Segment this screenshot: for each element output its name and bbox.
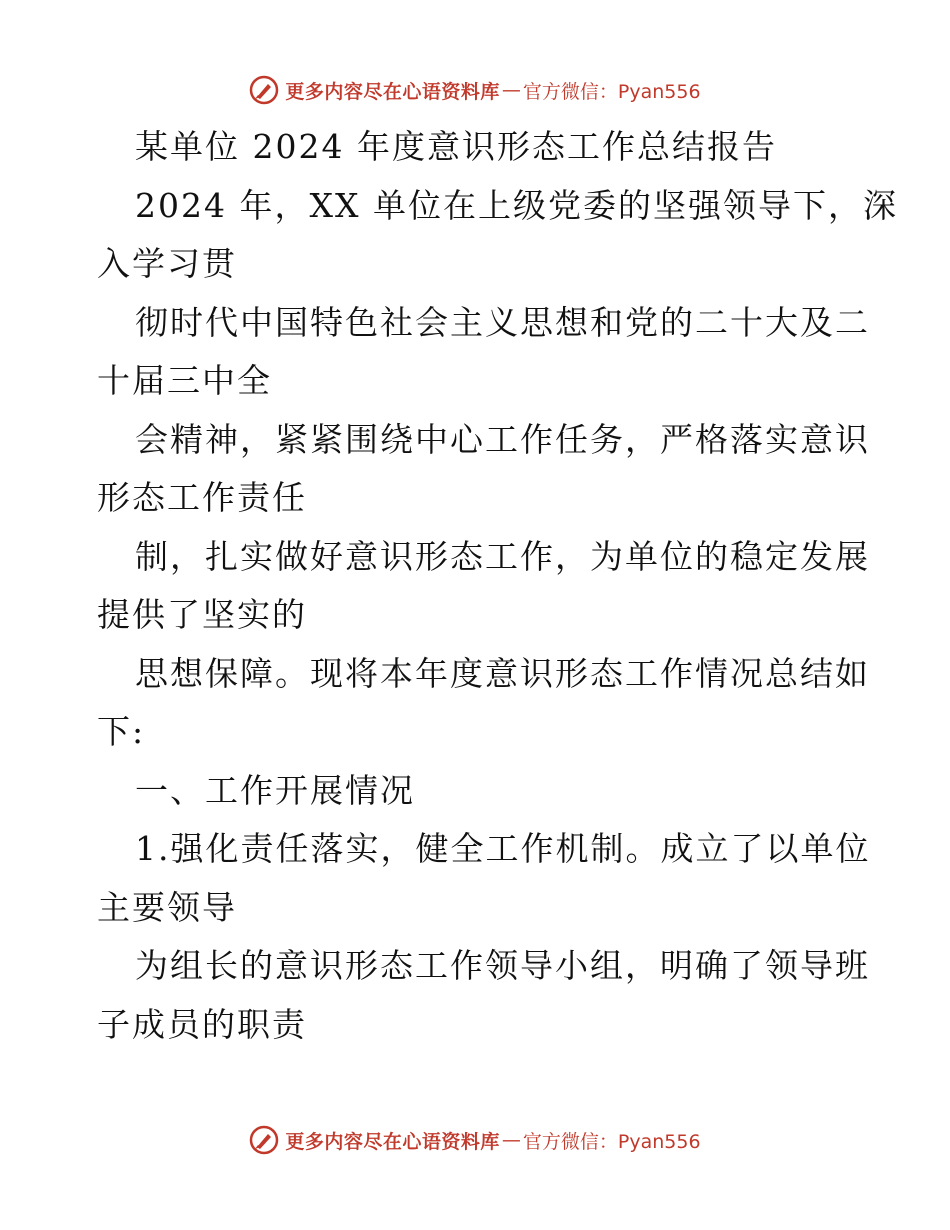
paragraph-line: 彻时代中国特色社会主义思想和党的二十大及二: [135, 302, 870, 342]
paragraph-line: 下:: [97, 712, 146, 751]
paragraph-line: 主要领导: [97, 887, 237, 927]
paragraph-line: 2024 年，XX 单位在上级党委的坚强领导下，深: [135, 185, 898, 225]
header-separator: —: [501, 79, 521, 101]
paragraph-line: 思想保障。现将本年度意识形态工作情况总结如: [135, 653, 870, 693]
footer-banner: [0, 1120, 950, 1160]
paragraph-line: 会精神，紧紧围绕中心工作任务，严格落实意识: [135, 419, 870, 459]
paragraph-line: 十届三中全: [97, 361, 272, 400]
footer-separator: —: [501, 1129, 521, 1151]
header-banner: [0, 70, 950, 110]
paragraph-line: 制，扎实做好意识形态工作，为单位的稳定发展: [135, 536, 870, 576]
header-brand-text: 更多内容尽在心语资料库: [285, 80, 500, 103]
paragraph-line: 1.强化责任落实，健全工作机制。成立了以单位: [135, 829, 871, 868]
footer-brand-text: 更多内容尽在心语资料库: [285, 1130, 500, 1153]
paragraph-line: 为组长的意识形态工作领导小组，明确了领导班: [135, 946, 870, 985]
paragraph-line: 提供了坚实的: [97, 595, 307, 634]
paragraph-line: 入学习贯: [97, 244, 237, 283]
pen-nib-logo-icon: [249, 75, 279, 105]
pen-nib-logo-icon: [249, 1125, 279, 1155]
document-body: [97, 118, 898, 1054]
footer-wechat-text: 官方微信：Pyan556: [522, 1130, 701, 1153]
section-heading: 一、工作开展情况: [135, 770, 415, 810]
document-title: 某单位 2024 年度意识形态工作总结报告: [135, 127, 777, 166]
paragraph-line: 形态工作责任: [97, 478, 307, 517]
paragraph-line: 子成员的职责: [97, 1004, 307, 1044]
header-wechat-text: 官方微信：Pyan556: [522, 80, 701, 103]
